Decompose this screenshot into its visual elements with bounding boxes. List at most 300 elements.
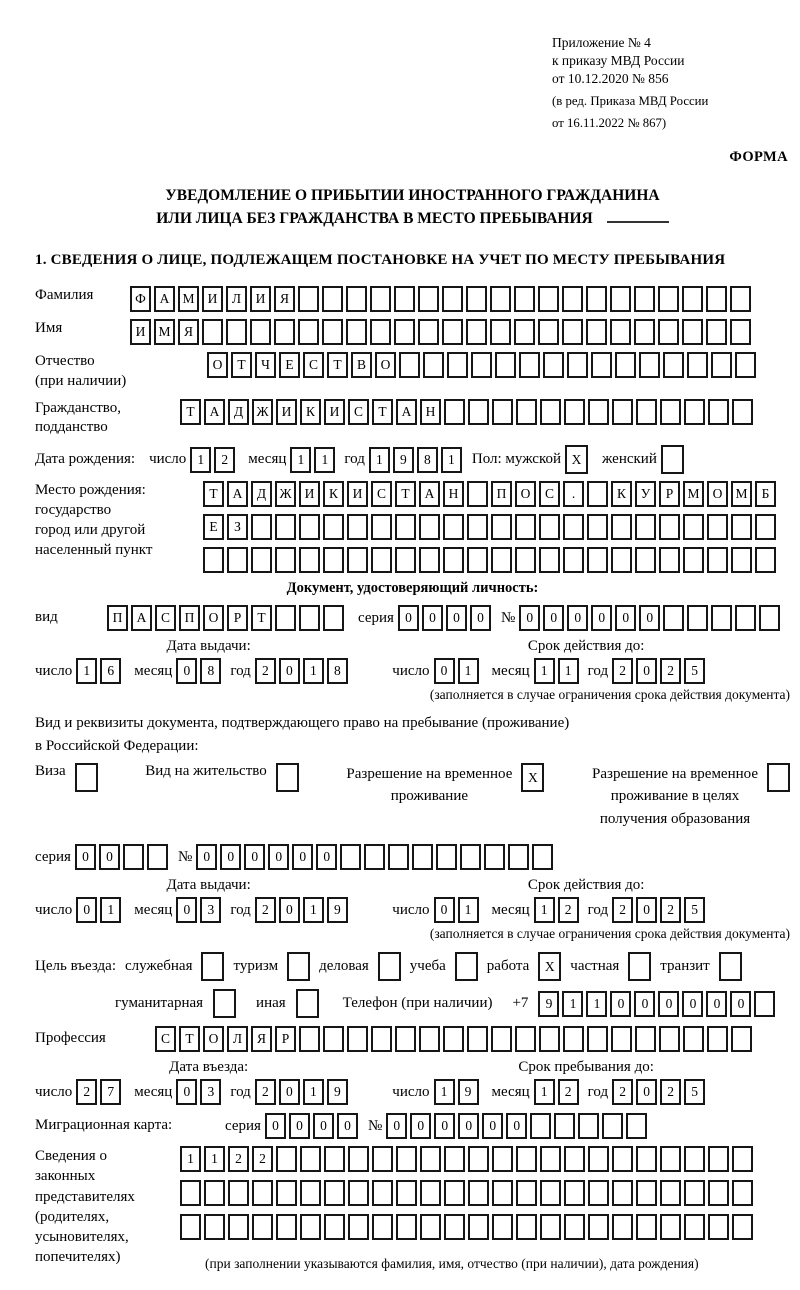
char-cell[interactable] xyxy=(543,352,564,378)
char-cell[interactable] xyxy=(659,547,680,573)
char-cell[interactable]: 2 xyxy=(558,1079,579,1105)
char-cell[interactable] xyxy=(610,319,631,345)
char-cell[interactable]: 2 xyxy=(255,897,276,923)
char-cell[interactable]: 2 xyxy=(214,447,235,473)
char-cell[interactable]: П xyxy=(179,605,200,631)
char-cell[interactable] xyxy=(299,547,320,573)
char-cell[interactable]: Т xyxy=(372,399,393,425)
char-cell[interactable]: 2 xyxy=(612,658,633,684)
char-cell[interactable] xyxy=(324,1214,345,1240)
char-cell[interactable] xyxy=(588,1146,609,1172)
char-cell[interactable]: 0 xyxy=(434,658,455,684)
char-cell[interactable]: А xyxy=(204,399,225,425)
char-cell[interactable]: 0 xyxy=(279,658,300,684)
char-cell[interactable]: 0 xyxy=(658,991,679,1017)
char-cell[interactable] xyxy=(759,605,780,631)
char-cell[interactable] xyxy=(347,1026,368,1052)
char-cell[interactable] xyxy=(706,286,727,312)
char-cell[interactable] xyxy=(147,844,168,870)
char-cell[interactable]: О xyxy=(203,605,224,631)
char-cell[interactable] xyxy=(610,286,631,312)
char-cell[interactable]: 5 xyxy=(684,1079,705,1105)
char-cell[interactable] xyxy=(274,319,295,345)
char-cell[interactable] xyxy=(213,989,236,1018)
char-cell[interactable]: 1 xyxy=(562,991,583,1017)
char-cell[interactable] xyxy=(540,399,561,425)
char-cell[interactable]: И xyxy=(347,481,368,507)
char-cell[interactable]: 1 xyxy=(458,897,479,923)
char-cell[interactable] xyxy=(442,319,463,345)
char-cell[interactable] xyxy=(586,319,607,345)
char-cell[interactable]: 0 xyxy=(615,605,636,631)
char-cell[interactable] xyxy=(395,514,416,540)
char-cell[interactable] xyxy=(468,1214,489,1240)
char-cell[interactable] xyxy=(299,605,320,631)
char-cell[interactable] xyxy=(228,1180,249,1206)
char-cell[interactable]: О xyxy=(515,481,536,507)
char-cell[interactable]: И xyxy=(324,399,345,425)
char-cell[interactable] xyxy=(396,1180,417,1206)
char-cell[interactable] xyxy=(491,1026,512,1052)
char-cell[interactable] xyxy=(660,1180,681,1206)
char-cell[interactable]: Я xyxy=(251,1026,272,1052)
char-cell[interactable] xyxy=(227,547,248,573)
char-cell[interactable] xyxy=(612,1180,633,1206)
char-cell[interactable] xyxy=(588,399,609,425)
char-cell[interactable]: 0 xyxy=(316,844,337,870)
char-cell[interactable] xyxy=(587,481,608,507)
char-cell[interactable] xyxy=(275,514,296,540)
char-cell[interactable] xyxy=(539,1026,560,1052)
char-cell[interactable]: 0 xyxy=(279,897,300,923)
char-cell[interactable]: Д xyxy=(228,399,249,425)
char-cell[interactable] xyxy=(682,286,703,312)
char-cell[interactable] xyxy=(731,514,752,540)
char-cell[interactable]: П xyxy=(491,481,512,507)
char-cell[interactable]: 6 xyxy=(100,658,121,684)
char-cell[interactable]: В xyxy=(351,352,372,378)
char-cell[interactable] xyxy=(466,319,487,345)
char-cell[interactable]: 2 xyxy=(660,897,681,923)
char-cell[interactable]: Т xyxy=(180,399,201,425)
char-cell[interactable]: 0 xyxy=(482,1113,503,1139)
char-cell[interactable] xyxy=(447,352,468,378)
char-cell[interactable] xyxy=(322,319,343,345)
char-cell[interactable]: 0 xyxy=(610,991,631,1017)
char-cell[interactable]: 2 xyxy=(252,1146,273,1172)
char-cell[interactable] xyxy=(708,1146,729,1172)
char-cell[interactable]: 0 xyxy=(76,897,97,923)
char-cell[interactable]: 5 xyxy=(684,658,705,684)
char-cell[interactable] xyxy=(730,319,751,345)
char-cell[interactable] xyxy=(532,844,553,870)
char-cell[interactable]: О xyxy=(207,352,228,378)
char-cell[interactable]: Н xyxy=(443,481,464,507)
char-cell[interactable]: К xyxy=(611,481,632,507)
char-cell[interactable] xyxy=(564,1214,585,1240)
char-cell[interactable]: 0 xyxy=(313,1113,334,1139)
char-cell[interactable]: 1 xyxy=(534,658,555,684)
char-cell[interactable]: Е xyxy=(279,352,300,378)
char-cell[interactable]: Т xyxy=(327,352,348,378)
char-cell[interactable]: И xyxy=(299,481,320,507)
char-cell[interactable] xyxy=(732,1146,753,1172)
char-cell[interactable] xyxy=(707,1026,728,1052)
char-cell[interactable] xyxy=(687,352,708,378)
char-cell[interactable]: К xyxy=(300,399,321,425)
char-cell[interactable]: 0 xyxy=(506,1113,527,1139)
char-cell[interactable]: О xyxy=(375,352,396,378)
char-cell[interactable]: 1 xyxy=(434,1079,455,1105)
char-cell[interactable]: 0 xyxy=(706,991,727,1017)
char-cell[interactable] xyxy=(626,1113,647,1139)
char-cell[interactable] xyxy=(563,547,584,573)
char-cell[interactable] xyxy=(658,319,679,345)
char-cell[interactable]: А xyxy=(396,399,417,425)
char-cell[interactable]: 1 xyxy=(441,447,462,473)
char-cell[interactable] xyxy=(586,286,607,312)
char-cell[interactable]: 1 xyxy=(303,1079,324,1105)
char-cell[interactable] xyxy=(300,1180,321,1206)
char-cell[interactable] xyxy=(612,1146,633,1172)
char-cell[interactable]: Я xyxy=(274,286,295,312)
char-cell[interactable]: Ф xyxy=(130,286,151,312)
char-cell[interactable]: 1 xyxy=(586,991,607,1017)
char-cell[interactable] xyxy=(611,547,632,573)
char-cell[interactable]: 0 xyxy=(470,605,491,631)
char-cell[interactable]: . xyxy=(563,481,584,507)
char-cell[interactable] xyxy=(491,514,512,540)
char-cell[interactable]: 0 xyxy=(398,605,419,631)
char-cell[interactable] xyxy=(516,1214,537,1240)
char-cell[interactable] xyxy=(420,1146,441,1172)
char-cell[interactable] xyxy=(418,286,439,312)
char-cell[interactable] xyxy=(372,1214,393,1240)
char-cell[interactable]: 0 xyxy=(268,844,289,870)
char-cell[interactable] xyxy=(412,844,433,870)
char-cell[interactable] xyxy=(612,399,633,425)
char-cell[interactable]: 0 xyxy=(289,1113,310,1139)
char-cell[interactable] xyxy=(564,1146,585,1172)
char-cell[interactable] xyxy=(516,1180,537,1206)
char-cell[interactable]: 0 xyxy=(196,844,217,870)
char-cell[interactable]: 0 xyxy=(519,605,540,631)
char-cell[interactable]: 0 xyxy=(730,991,751,1017)
char-cell[interactable]: 1 xyxy=(534,897,555,923)
char-cell[interactable]: 9 xyxy=(393,447,414,473)
char-cell[interactable] xyxy=(540,1146,561,1172)
char-cell[interactable] xyxy=(444,1180,465,1206)
char-cell[interactable]: 1 xyxy=(534,1079,555,1105)
char-cell[interactable]: 0 xyxy=(99,844,120,870)
char-cell[interactable] xyxy=(276,1180,297,1206)
char-cell[interactable]: 1 xyxy=(303,658,324,684)
char-cell[interactable] xyxy=(251,547,272,573)
char-cell[interactable] xyxy=(468,399,489,425)
char-cell[interactable] xyxy=(539,547,560,573)
char-cell[interactable] xyxy=(708,1214,729,1240)
char-cell[interactable]: 1 xyxy=(303,897,324,923)
char-cell[interactable] xyxy=(515,1026,536,1052)
char-cell[interactable] xyxy=(298,319,319,345)
char-cell[interactable] xyxy=(347,547,368,573)
char-cell[interactable] xyxy=(371,514,392,540)
char-cell[interactable] xyxy=(323,1026,344,1052)
char-cell[interactable] xyxy=(661,445,684,474)
char-cell[interactable] xyxy=(444,399,465,425)
char-cell[interactable] xyxy=(538,286,559,312)
char-cell[interactable] xyxy=(394,286,415,312)
char-cell[interactable] xyxy=(296,989,319,1018)
char-cell[interactable] xyxy=(250,319,271,345)
char-cell[interactable]: К xyxy=(323,481,344,507)
char-cell[interactable]: 2 xyxy=(660,658,681,684)
char-cell[interactable] xyxy=(492,1146,513,1172)
char-cell[interactable] xyxy=(348,1214,369,1240)
char-cell[interactable] xyxy=(767,763,790,792)
char-cell[interactable]: И xyxy=(130,319,151,345)
char-cell[interactable] xyxy=(276,763,299,792)
char-cell[interactable]: Т xyxy=(395,481,416,507)
char-cell[interactable]: А xyxy=(154,286,175,312)
char-cell[interactable] xyxy=(635,1026,656,1052)
char-cell[interactable]: 0 xyxy=(75,844,96,870)
char-cell[interactable] xyxy=(484,844,505,870)
char-cell[interactable]: Ч xyxy=(255,352,276,378)
char-cell[interactable] xyxy=(180,1180,201,1206)
char-cell[interactable] xyxy=(202,319,223,345)
char-cell[interactable] xyxy=(180,1214,201,1240)
char-cell[interactable] xyxy=(587,547,608,573)
char-cell[interactable] xyxy=(467,547,488,573)
char-cell[interactable]: М xyxy=(178,286,199,312)
char-cell[interactable]: 0 xyxy=(446,605,467,631)
char-cell[interactable] xyxy=(492,1180,513,1206)
char-cell[interactable] xyxy=(395,547,416,573)
char-cell[interactable]: Ж xyxy=(252,399,273,425)
char-cell[interactable] xyxy=(587,514,608,540)
char-cell[interactable]: М xyxy=(154,319,175,345)
char-cell[interactable] xyxy=(275,547,296,573)
char-cell[interactable] xyxy=(659,1026,680,1052)
char-cell[interactable] xyxy=(540,1180,561,1206)
char-cell[interactable]: 0 xyxy=(386,1113,407,1139)
char-cell[interactable] xyxy=(492,399,513,425)
char-cell[interactable] xyxy=(711,352,732,378)
char-cell[interactable] xyxy=(612,1214,633,1240)
char-cell[interactable] xyxy=(299,514,320,540)
char-cell[interactable] xyxy=(628,952,651,981)
char-cell[interactable] xyxy=(371,547,392,573)
char-cell[interactable] xyxy=(204,1214,225,1240)
char-cell[interactable] xyxy=(636,1180,657,1206)
char-cell[interactable] xyxy=(588,1180,609,1206)
char-cell[interactable] xyxy=(684,1180,705,1206)
char-cell[interactable] xyxy=(455,952,478,981)
char-cell[interactable] xyxy=(754,991,775,1017)
char-cell[interactable]: 2 xyxy=(255,1079,276,1105)
char-cell[interactable] xyxy=(396,1214,417,1240)
char-cell[interactable] xyxy=(287,952,310,981)
char-cell[interactable]: 8 xyxy=(327,658,348,684)
char-cell[interactable]: М xyxy=(731,481,752,507)
char-cell[interactable]: 9 xyxy=(458,1079,479,1105)
char-cell[interactable] xyxy=(660,1146,681,1172)
char-cell[interactable] xyxy=(708,1180,729,1206)
char-cell[interactable]: 8 xyxy=(417,447,438,473)
char-cell[interactable]: С xyxy=(303,352,324,378)
char-cell[interactable] xyxy=(706,319,727,345)
char-cell[interactable]: 0 xyxy=(176,897,197,923)
char-cell[interactable] xyxy=(123,844,144,870)
char-cell[interactable] xyxy=(636,1214,657,1240)
char-cell[interactable] xyxy=(659,514,680,540)
char-cell[interactable]: 9 xyxy=(327,1079,348,1105)
char-cell[interactable] xyxy=(615,352,636,378)
char-cell[interactable] xyxy=(602,1113,623,1139)
char-cell[interactable] xyxy=(323,605,344,631)
char-cell[interactable] xyxy=(324,1146,345,1172)
char-cell[interactable]: X xyxy=(538,952,561,981)
char-cell[interactable] xyxy=(516,1146,537,1172)
char-cell[interactable] xyxy=(419,514,440,540)
char-cell[interactable]: 1 xyxy=(458,658,479,684)
char-cell[interactable] xyxy=(682,319,703,345)
char-cell[interactable]: О xyxy=(203,1026,224,1052)
char-cell[interactable] xyxy=(370,286,391,312)
char-cell[interactable] xyxy=(562,286,583,312)
char-cell[interactable] xyxy=(418,319,439,345)
char-cell[interactable] xyxy=(731,547,752,573)
char-cell[interactable]: С xyxy=(348,399,369,425)
char-cell[interactable]: 0 xyxy=(639,605,660,631)
char-cell[interactable] xyxy=(562,319,583,345)
char-cell[interactable] xyxy=(491,547,512,573)
char-cell[interactable] xyxy=(348,1146,369,1172)
char-cell[interactable] xyxy=(300,1214,321,1240)
char-cell[interactable]: Л xyxy=(227,1026,248,1052)
char-cell[interactable]: Л xyxy=(226,286,247,312)
char-cell[interactable] xyxy=(563,1026,584,1052)
char-cell[interactable]: С xyxy=(155,605,176,631)
char-cell[interactable]: Д xyxy=(251,481,272,507)
char-cell[interactable] xyxy=(203,547,224,573)
char-cell[interactable]: С xyxy=(155,1026,176,1052)
char-cell[interactable]: И xyxy=(250,286,271,312)
char-cell[interactable] xyxy=(444,1214,465,1240)
char-cell[interactable] xyxy=(591,352,612,378)
char-cell[interactable] xyxy=(492,1214,513,1240)
char-cell[interactable]: 0 xyxy=(279,1079,300,1105)
char-cell[interactable]: X xyxy=(521,763,544,792)
char-cell[interactable]: 0 xyxy=(458,1113,479,1139)
char-cell[interactable] xyxy=(251,514,272,540)
char-cell[interactable]: 2 xyxy=(76,1079,97,1105)
char-cell[interactable] xyxy=(564,399,585,425)
char-cell[interactable]: 0 xyxy=(220,844,241,870)
char-cell[interactable] xyxy=(322,286,343,312)
char-cell[interactable]: 1 xyxy=(290,447,311,473)
char-cell[interactable]: Р xyxy=(227,605,248,631)
char-cell[interactable] xyxy=(663,352,684,378)
char-cell[interactable] xyxy=(660,1214,681,1240)
char-cell[interactable]: 1 xyxy=(314,447,335,473)
char-cell[interactable] xyxy=(490,286,511,312)
char-cell[interactable] xyxy=(420,1180,441,1206)
char-cell[interactable]: Н xyxy=(420,399,441,425)
char-cell[interactable]: И xyxy=(202,286,223,312)
char-cell[interactable] xyxy=(735,352,756,378)
char-cell[interactable] xyxy=(323,514,344,540)
char-cell[interactable]: О xyxy=(707,481,728,507)
char-cell[interactable] xyxy=(683,547,704,573)
char-cell[interactable]: 0 xyxy=(292,844,313,870)
char-cell[interactable] xyxy=(204,1180,225,1206)
char-cell[interactable] xyxy=(372,1146,393,1172)
char-cell[interactable]: 0 xyxy=(176,658,197,684)
char-cell[interactable]: 0 xyxy=(634,991,655,1017)
char-cell[interactable]: 0 xyxy=(567,605,588,631)
char-cell[interactable]: А xyxy=(227,481,248,507)
char-cell[interactable] xyxy=(634,286,655,312)
char-cell[interactable]: 2 xyxy=(255,658,276,684)
char-cell[interactable]: 2 xyxy=(228,1146,249,1172)
char-cell[interactable]: У xyxy=(635,481,656,507)
char-cell[interactable] xyxy=(707,514,728,540)
char-cell[interactable] xyxy=(658,286,679,312)
char-cell[interactable] xyxy=(399,352,420,378)
char-cell[interactable] xyxy=(516,399,537,425)
char-cell[interactable] xyxy=(467,1026,488,1052)
char-cell[interactable] xyxy=(378,952,401,981)
char-cell[interactable]: 5 xyxy=(684,897,705,923)
char-cell[interactable] xyxy=(346,286,367,312)
char-cell[interactable] xyxy=(515,547,536,573)
char-cell[interactable] xyxy=(275,605,296,631)
char-cell[interactable]: 2 xyxy=(612,1079,633,1105)
char-cell[interactable] xyxy=(567,352,588,378)
char-cell[interactable]: 3 xyxy=(200,897,221,923)
char-cell[interactable] xyxy=(228,1214,249,1240)
char-cell[interactable] xyxy=(490,319,511,345)
char-cell[interactable]: 0 xyxy=(591,605,612,631)
char-cell[interactable] xyxy=(732,1214,753,1240)
char-cell[interactable]: Р xyxy=(275,1026,296,1052)
char-cell[interactable] xyxy=(442,286,463,312)
char-cell[interactable]: 1 xyxy=(558,658,579,684)
char-cell[interactable] xyxy=(711,605,732,631)
char-cell[interactable] xyxy=(707,547,728,573)
char-cell[interactable]: X xyxy=(565,445,588,474)
char-cell[interactable] xyxy=(508,844,529,870)
char-cell[interactable] xyxy=(660,399,681,425)
char-cell[interactable] xyxy=(388,844,409,870)
char-cell[interactable] xyxy=(564,1180,585,1206)
char-cell[interactable]: 8 xyxy=(200,658,221,684)
char-cell[interactable] xyxy=(300,1146,321,1172)
char-cell[interactable] xyxy=(299,1026,320,1052)
char-cell[interactable] xyxy=(611,514,632,540)
char-cell[interactable] xyxy=(340,844,361,870)
char-cell[interactable] xyxy=(634,319,655,345)
char-cell[interactable] xyxy=(530,1113,551,1139)
char-cell[interactable] xyxy=(466,286,487,312)
char-cell[interactable]: 1 xyxy=(190,447,211,473)
char-cell[interactable] xyxy=(201,952,224,981)
char-cell[interactable]: 3 xyxy=(200,1079,221,1105)
char-cell[interactable]: 0 xyxy=(434,897,455,923)
char-cell[interactable]: П xyxy=(107,605,128,631)
